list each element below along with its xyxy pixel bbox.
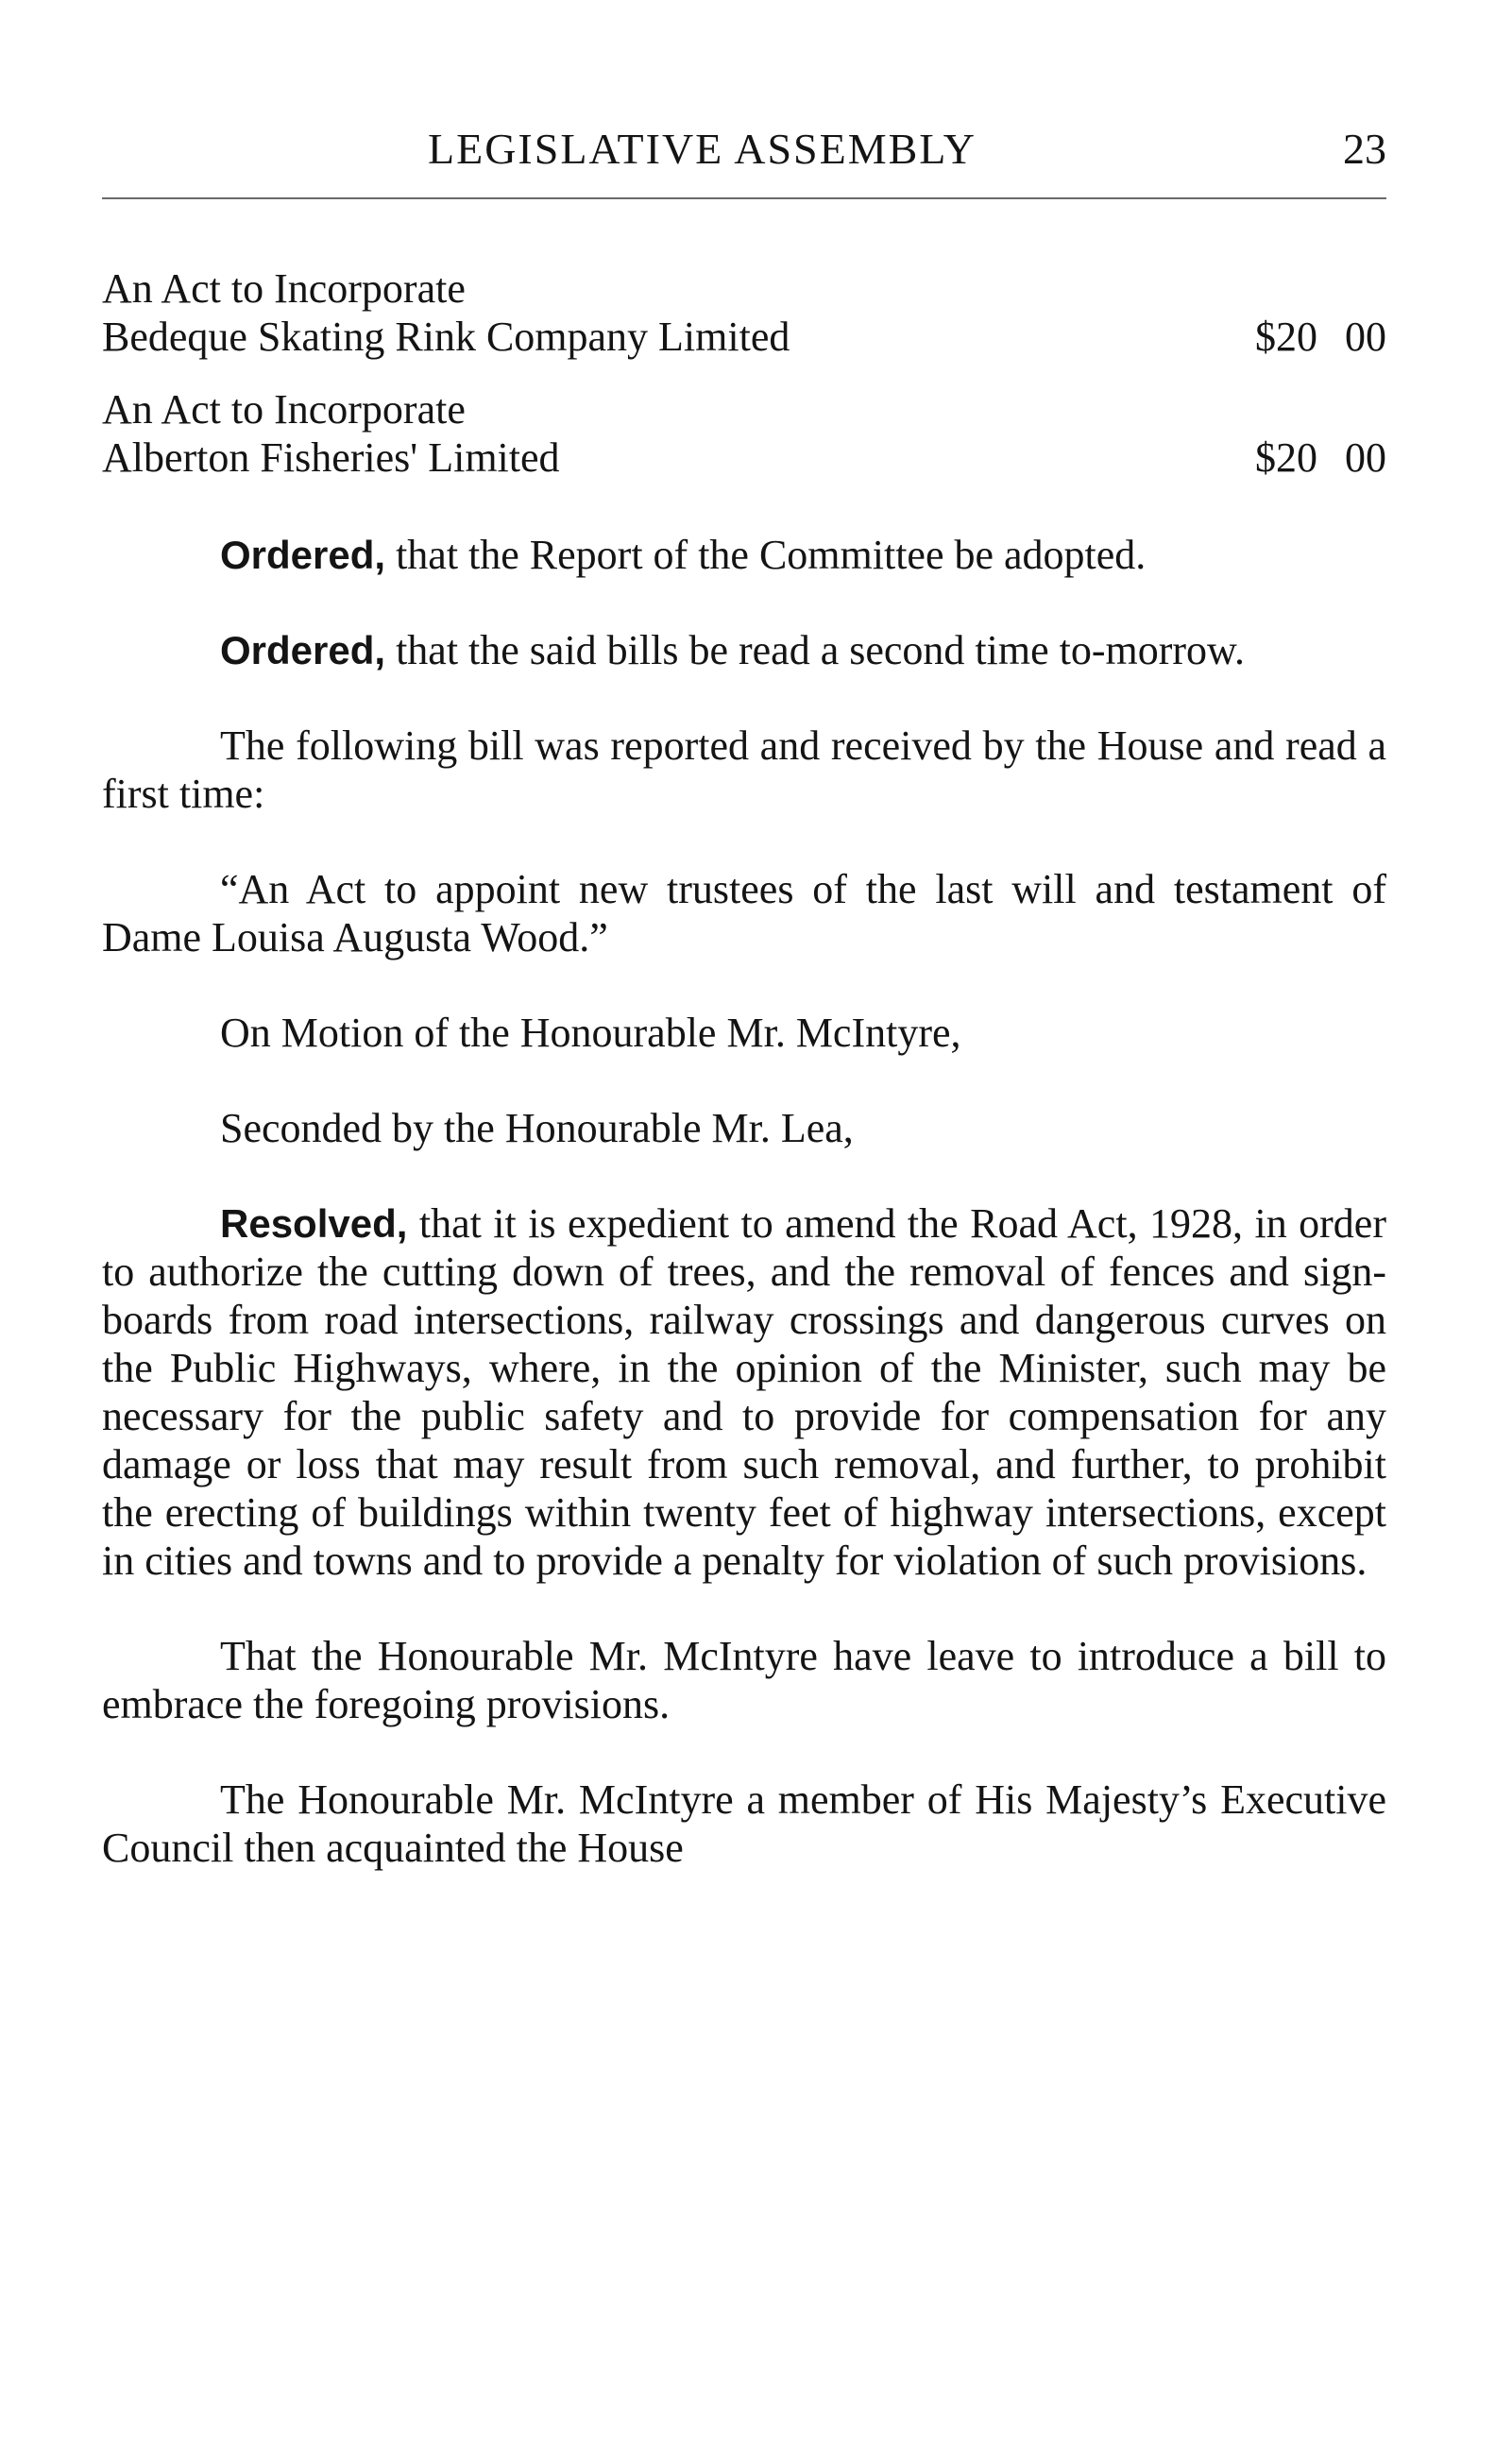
ordered-report-paragraph xyxy=(102,531,1386,579)
paragraph-lead: Ordered, xyxy=(220,628,386,672)
bill-fee-entry xyxy=(102,385,1386,482)
bill-fee-entry xyxy=(102,264,1386,361)
entry-line: Bedeque Skating Rink Company Limited xyxy=(102,314,790,360)
motion-paragraph: On Motion of the Honourable Mr. McIntyre, xyxy=(220,1010,961,1056)
paragraph-lead: Ordered, xyxy=(220,533,386,577)
paragraph-text: that the said bills be read a second time to-morrow. xyxy=(385,627,1245,673)
entry-line: An Act to Incorporate xyxy=(102,265,466,312)
page-number: 23 xyxy=(1343,125,1386,173)
paragraph-text: that it is expedient to amend the Road Act, 1928, in order to authorize the cutting down of trees, and the removal of fences and sign-boards from road intersections, railway crossings and dangerous curves on the Public Highways, where, in the opinion of the Minister, such may be necessary for the public safety and to provide for compensation for any damage or loss that may result from such removal, and further, to prohibit the erecting of buildings within twenty feet of highway intersections, except in cities and towns and to provide a penalty for violation of such provisions. xyxy=(102,1200,1386,1584)
entry-line: Alberton Fisheries' Limited xyxy=(102,434,560,481)
leave-paragraph: That the Honourable Mr. McIntyre have leave to introduce a bill to embrace the foregoing provisions. xyxy=(102,1633,1386,1727)
ordered-second-reading-paragraph xyxy=(102,626,1386,674)
running-title: LEGISLATIVE ASSEMBLY xyxy=(428,125,977,173)
following-bill-paragraph: The following bill was reported and received by the House and read a first time: xyxy=(102,722,1386,817)
entry-fee: $20 00 xyxy=(1255,434,1386,481)
entry-line: An Act to Incorporate xyxy=(102,386,466,433)
header-rule xyxy=(102,197,1386,199)
page-body xyxy=(102,264,1386,1919)
acquainted-paragraph: The Honourable Mr. McIntyre a member of His Majesty’s Executive Council then acquainted the House xyxy=(102,1776,1386,1871)
paragraph-text: that the Report of the Committee be adopted. xyxy=(385,532,1147,578)
seconded-paragraph: Seconded by the Honourable Mr. Lea, xyxy=(220,1105,854,1151)
paragraph-lead: Resolved, xyxy=(220,1201,408,1246)
running-header xyxy=(102,121,1386,178)
resolved-paragraph xyxy=(102,1199,1386,1585)
bill-title-paragraph: “An Act to appoint new trustees of the last will and testament of Dame Louisa Augusta Wood.” xyxy=(102,866,1386,960)
entry-fee: $20 00 xyxy=(1255,314,1386,360)
